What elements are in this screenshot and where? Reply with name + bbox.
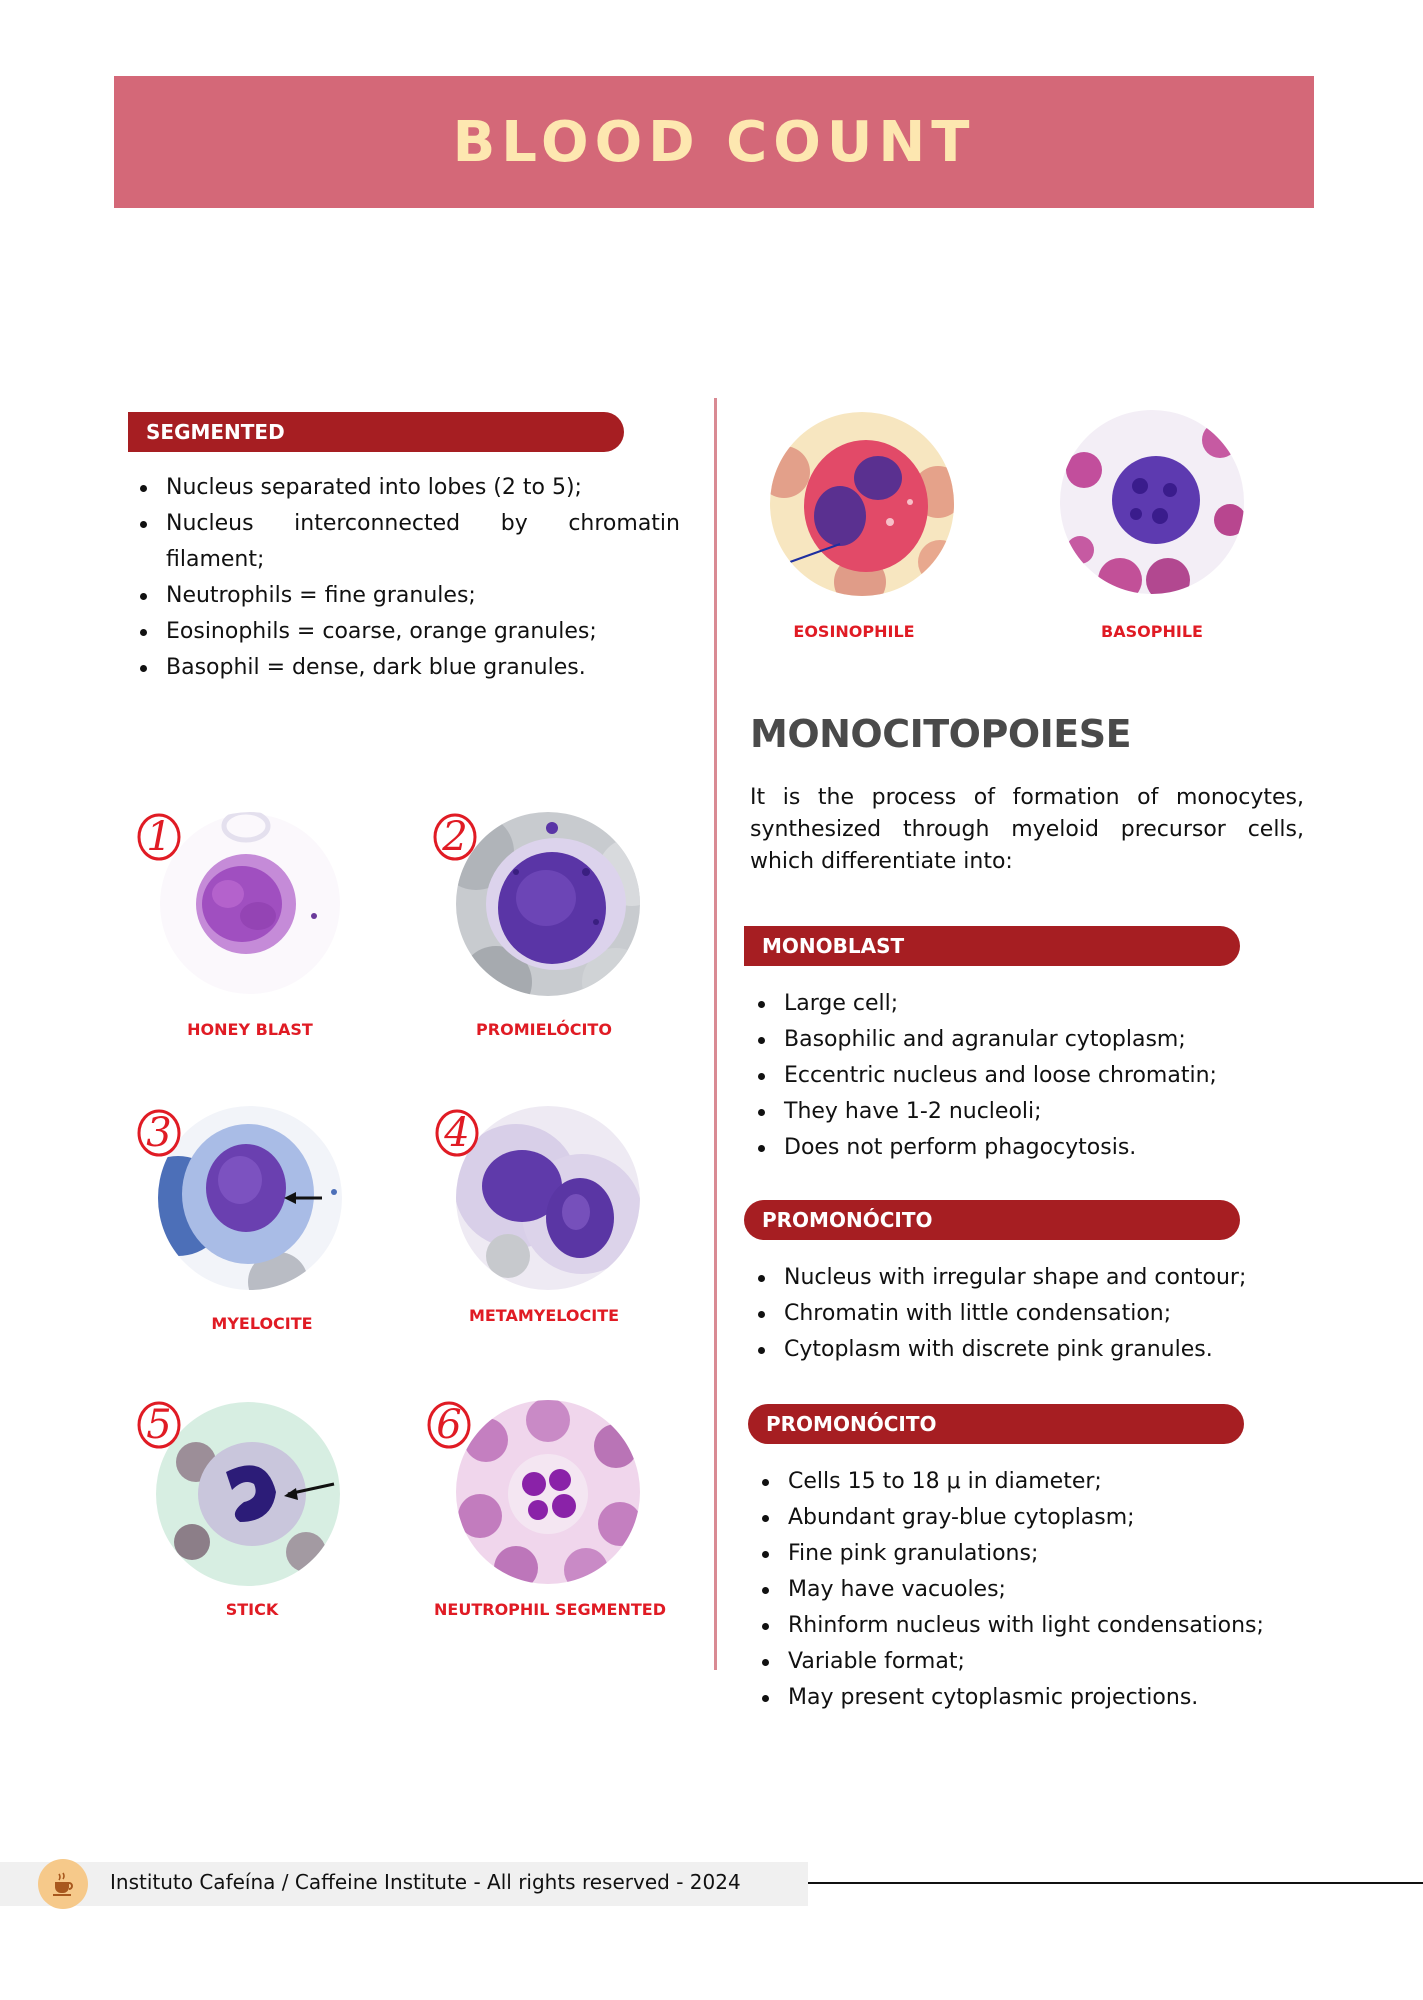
column-divider	[714, 398, 717, 1670]
eosinophile-image	[770, 412, 954, 596]
number-text: 5	[146, 1402, 172, 1448]
monoblast-heading-label: MONOBLAST	[762, 934, 905, 958]
segmented-heading	[128, 412, 624, 452]
number-badge	[426, 1400, 472, 1450]
neutrophil-segmented-image	[456, 1400, 640, 1584]
list-item: Does not perform phagocytosis.	[752, 1130, 1312, 1166]
list-item: They have 1-2 nucleoli;	[752, 1094, 1312, 1130]
footer-rule	[808, 1882, 1423, 1884]
list-item: Fine pink granulations;	[756, 1536, 1316, 1572]
list-item: Cells 15 to 18 μ in diameter;	[756, 1464, 1316, 1500]
number-text: 6	[436, 1402, 462, 1448]
coffee-cup-icon	[38, 1859, 88, 1909]
footer-copyright: Instituto Cafeína / Caffeine Institute - All rights reserved - 2024	[110, 1870, 741, 1894]
monoblast-heading	[744, 926, 1240, 966]
list-item: Neutrophils = fine granules;	[134, 578, 680, 614]
promonocito-heading-label: PROMONÓCITO	[762, 1208, 933, 1232]
promielocito-image	[456, 812, 640, 996]
number-badge	[434, 1108, 480, 1158]
promonocito-list	[752, 1260, 1312, 1368]
list-item: Nucleus separated into lobes (2 to 5);	[134, 470, 680, 506]
cell-label: HONEY BLAST	[187, 1020, 313, 1039]
promonocito-heading-label: PROMONÓCITO	[766, 1412, 937, 1436]
honey-blast-image	[158, 812, 342, 996]
metamyelocite-image	[456, 1106, 640, 1290]
page-title: BLOOD COUNT	[452, 109, 976, 175]
list-item: Large cell;	[752, 986, 1312, 1022]
list-item: May present cytoplasmic projections.	[756, 1680, 1316, 1716]
cell-label: MYELOCITE	[211, 1314, 313, 1333]
promonocito-heading-second	[748, 1404, 1244, 1444]
number-badge	[136, 1400, 182, 1450]
list-item: Nucleus with irregular shape and contour;	[752, 1260, 1312, 1296]
promonocito-list-second	[756, 1464, 1316, 1716]
list-item: Basophilic and agranular cytoplasm;	[752, 1022, 1312, 1058]
list-item: Nucleus interconnected by chromatin filament;	[134, 506, 680, 578]
myelocite-image	[158, 1106, 342, 1290]
list-item: Chromatin with little condensation;	[752, 1296, 1312, 1332]
section-title: MONOCITOPOIESE	[750, 712, 1132, 756]
basophile-image	[1060, 410, 1244, 594]
list-item: May have vacuoles;	[756, 1572, 1316, 1608]
promonocito-heading	[744, 1200, 1240, 1240]
number-text: 4	[444, 1110, 470, 1156]
cell-label: BASOPHILE	[1101, 622, 1203, 641]
number-text: 1	[146, 814, 172, 860]
list-item: Cytoplasm with discrete pink granules.	[752, 1332, 1312, 1368]
title-banner	[114, 76, 1314, 208]
stick-image	[156, 1402, 340, 1586]
cell-label: PROMIELÓCITO	[476, 1020, 612, 1039]
cell-label: METAMYELOCITE	[468, 1306, 620, 1325]
number-badge	[136, 1108, 182, 1158]
list-item: Basophil = dense, dark blue granules.	[134, 650, 680, 686]
list-item: Eccentric nucleus and loose chromatin;	[752, 1058, 1312, 1094]
list-item: Rhinform nucleus with light condensations;	[756, 1608, 1316, 1644]
cell-label: NEUTROPHIL SEGMENTED	[434, 1600, 666, 1619]
list-item: Variable format;	[756, 1644, 1316, 1680]
segmented-list	[134, 470, 680, 686]
section-intro: It is the process of formation of monocytes, synthesized through myeloid precursor cells, which differentiate into:	[750, 785, 1304, 874]
number-text: 2	[442, 814, 468, 860]
number-badge	[136, 812, 182, 862]
number-badge	[432, 812, 478, 862]
segmented-heading-label: SEGMENTED	[146, 420, 285, 444]
list-item: Abundant gray-blue cytoplasm;	[756, 1500, 1316, 1536]
number-text: 3	[146, 1110, 172, 1156]
monoblast-list	[752, 986, 1312, 1166]
list-item: Eosinophils = coarse, orange granules;	[134, 614, 680, 650]
cell-label: EOSINOPHILE	[793, 622, 915, 641]
cell-label: STICK	[225, 1600, 279, 1619]
